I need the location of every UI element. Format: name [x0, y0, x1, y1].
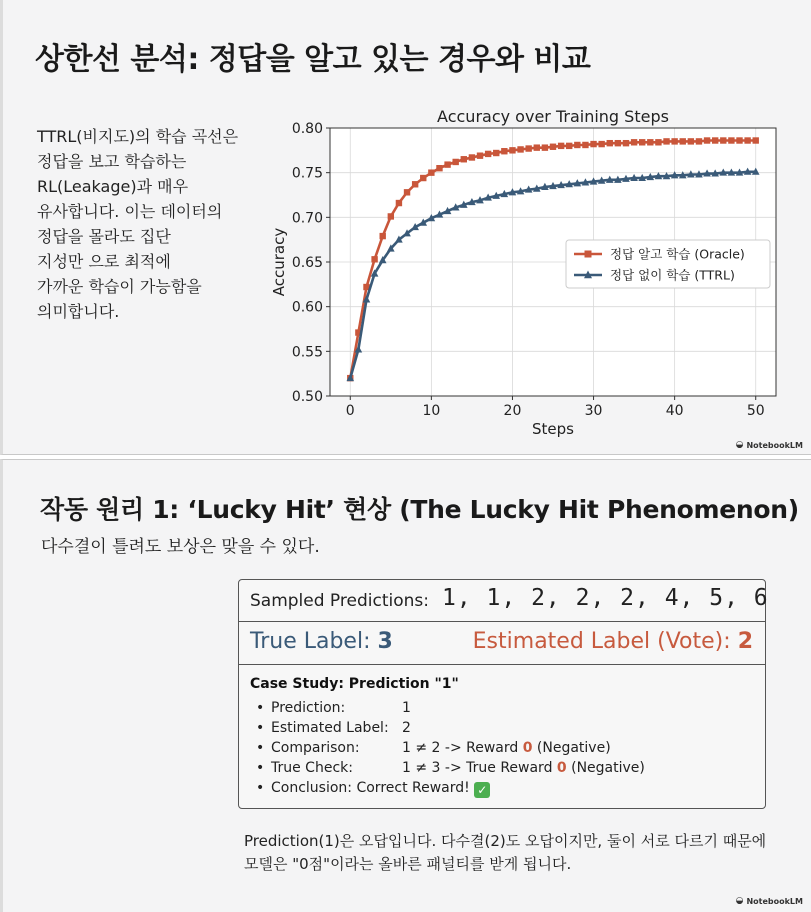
- item-key: True Check:: [271, 760, 353, 776]
- explanation-note: [244, 830, 766, 876]
- item-key: Comparison:: [271, 740, 360, 756]
- true-label-text: True Label:: [250, 629, 371, 654]
- legend-label: 정답 알고 학습 (Oracle): [610, 246, 745, 262]
- data-point: [712, 137, 718, 143]
- x-tick-label: 50: [746, 403, 765, 419]
- body-line: 정답을 보고 학습하는: [37, 152, 187, 171]
- accuracy-chart: [261, 100, 781, 445]
- bullet: •: [256, 720, 265, 736]
- x-axis-label: Steps: [532, 420, 574, 438]
- slide-body-text: [37, 124, 267, 324]
- slide-subtitle: 다수결이 틀려도 보상은 맞을 수 있다.: [41, 537, 320, 557]
- data-point: [704, 137, 710, 143]
- body-line: RL(Leakage)과 매우: [37, 177, 189, 196]
- data-point: [371, 256, 377, 262]
- case-study-list: [256, 698, 645, 798]
- data-point: [517, 146, 523, 152]
- data-point: [720, 137, 726, 143]
- data-point: [655, 139, 661, 145]
- data-point: [663, 138, 669, 144]
- bullet: •: [256, 700, 265, 716]
- body-line: 의미합니다.: [37, 302, 120, 321]
- body-line: TTRL(비지도)의 학습 곡선은: [37, 127, 239, 146]
- item-key: Estimated Label:: [271, 720, 389, 736]
- y-tick-label: 0.65: [291, 255, 323, 271]
- data-point: [380, 233, 386, 239]
- x-tick-label: 30: [584, 403, 603, 419]
- data-point: [582, 142, 588, 148]
- data-point: [590, 141, 596, 147]
- data-point: [558, 143, 564, 149]
- item-key: Prediction:: [271, 700, 346, 716]
- y-tick-label: 0.60: [291, 299, 323, 316]
- case-study-title: Case Study: Prediction "1": [250, 676, 459, 692]
- data-point: [477, 152, 483, 158]
- item-value: 2: [402, 720, 411, 736]
- bullet: •: [256, 780, 265, 796]
- estimated-label-text: Estimated Label (Vote):: [472, 629, 731, 654]
- data-point: [428, 169, 434, 175]
- x-tick-label: 10: [422, 403, 441, 419]
- data-point: [639, 139, 645, 145]
- x-tick-label: 20: [503, 403, 522, 419]
- watermark-text: NotebookLM: [746, 896, 803, 906]
- body-line: 지성만 으로 최적에: [37, 252, 171, 271]
- y-tick-label: 0.70: [291, 210, 323, 227]
- watermark-text: NotebookLM: [746, 440, 803, 450]
- value-text: 1 ≠ 3 -> True Reward: [402, 760, 557, 776]
- data-point: [493, 150, 499, 156]
- bullet: •: [256, 760, 265, 776]
- data-point: [574, 142, 580, 148]
- value-text: (Negative): [566, 760, 645, 776]
- data-point: [436, 165, 442, 171]
- data-point: [566, 143, 572, 149]
- body-line: 정답을 몰라도 집단: [37, 227, 171, 246]
- list-item: [256, 738, 611, 758]
- x-tick-label: 0: [345, 403, 355, 419]
- sampled-predictions-values: 1, 1, 2, 2, 2, 4, 5, 6: [442, 585, 769, 611]
- data-point: [444, 161, 450, 167]
- reward-zero: 0: [522, 740, 533, 756]
- notebooklm-watermark: [736, 896, 803, 906]
- data-point: [680, 138, 686, 144]
- item-value: [402, 758, 645, 778]
- data-point: [396, 200, 402, 206]
- estimated-label-value: 2: [737, 629, 753, 654]
- bullet: •: [256, 740, 265, 756]
- list-item: [256, 758, 645, 778]
- y-axis-label: Accuracy: [270, 227, 288, 297]
- data-point: [615, 140, 621, 146]
- true-label: [250, 629, 393, 654]
- data-point: [525, 145, 531, 151]
- true-label-value: 3: [377, 629, 393, 654]
- data-point: [688, 138, 694, 144]
- note-line: 모델은 "0점"이라는 올바른 패널티를 받게 됩니다.: [244, 855, 572, 873]
- x-tick-label: 40: [665, 403, 684, 419]
- case-study-panel: [238, 579, 769, 809]
- data-point: [388, 213, 394, 219]
- item-value: 1: [402, 700, 411, 716]
- data-point: [623, 140, 629, 146]
- data-point: [404, 189, 410, 195]
- data-point: [671, 138, 677, 144]
- data-point: [550, 144, 556, 150]
- note-line: Prediction(1)은 오답입니다. 다수결(2)도 오답이지만, 둘이 서로 다르기 때문에: [244, 832, 767, 850]
- sampled-predictions-label: Sampled Predictions:: [250, 591, 429, 611]
- slide-title: 상한선 분석: 정답을 알고 있는 경우와 비교: [35, 42, 591, 77]
- notebooklm-watermark: [736, 440, 803, 450]
- conclusion-value: Correct Reward!: [356, 780, 470, 796]
- value-text: (Negative): [532, 740, 611, 756]
- labels-row: [239, 622, 765, 665]
- data-point: [452, 159, 458, 165]
- data-point: [534, 144, 540, 150]
- data-point: [696, 138, 702, 144]
- body-line: 유사합니다. 이는 데이터의: [37, 202, 223, 221]
- notebooklm-logo-icon: ◒: [735, 896, 744, 906]
- data-point: [412, 181, 418, 187]
- y-tick-label: 0.80: [291, 121, 323, 137]
- check-mark-icon: ✓: [474, 782, 490, 798]
- value-text: 1 ≠ 2 -> Reward: [402, 740, 523, 756]
- data-point: [744, 137, 750, 143]
- legend-swatch-marker: [585, 251, 592, 258]
- data-point: [598, 141, 604, 147]
- data-point: [631, 139, 637, 145]
- list-item: [256, 698, 490, 718]
- item-key: Conclusion:: [271, 780, 353, 796]
- slide-title: 작동 원리 1: ‘Lucky Hit’ 현상 (The Lucky Hit Phenomenon): [40, 495, 799, 524]
- item-value: [402, 738, 611, 758]
- data-point: [728, 137, 734, 143]
- body-line: 가까운 학습이 가능함을: [37, 277, 202, 296]
- data-point: [469, 154, 475, 160]
- legend-label: 정답 없이 학습 (TTRL): [610, 267, 735, 283]
- data-point: [753, 137, 759, 143]
- data-point: [542, 144, 548, 150]
- data-point: [501, 148, 507, 154]
- data-point: [420, 175, 426, 181]
- data-point: [485, 151, 491, 157]
- sampled-predictions-row: [239, 580, 769, 622]
- list-item: [256, 718, 490, 738]
- data-point: [509, 147, 515, 153]
- reward-zero: 0: [556, 760, 567, 776]
- data-point: [461, 156, 467, 162]
- data-point: [607, 140, 613, 146]
- list-item: [256, 778, 490, 798]
- y-tick-label: 0.55: [291, 344, 323, 361]
- chart-title: Accuracy over Training Steps: [437, 107, 669, 126]
- estimated-label: [473, 629, 753, 654]
- data-point: [647, 139, 653, 145]
- slide-upper-bound: [0, 0, 811, 455]
- data-point: [736, 137, 742, 143]
- notebooklm-logo-icon: ◒: [735, 440, 744, 450]
- y-tick-label: 0.50: [291, 389, 323, 405]
- y-tick-label: 0.75: [291, 165, 323, 182]
